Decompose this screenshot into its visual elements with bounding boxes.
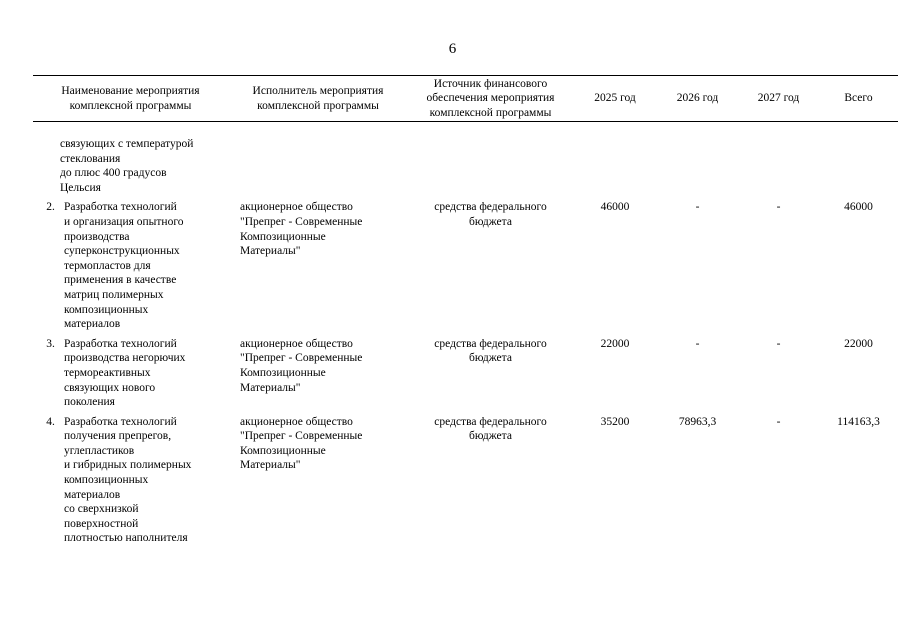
row-2025: 22000 [600, 337, 630, 350]
row-total: 46000 [844, 201, 873, 214]
row-2026: 78963,3 [678, 415, 717, 428]
row-number: 4. [46, 415, 55, 428]
header-2026: 2026 год [657, 76, 738, 122]
row-2027: - [776, 415, 781, 428]
row-executor: акционерное общество "Препрег - Современные Композиционные Материалы" [240, 201, 363, 258]
row-2026: - [695, 201, 700, 214]
table-row [33, 200, 898, 336]
row-number: 3. [46, 337, 55, 350]
table-header [33, 76, 898, 122]
row-name: Разработка технологий получения препрегов, углепластиков и гибридных полимерных композиционных материалов со сверхнизкой поверхностной плотностью наполнителя [64, 415, 192, 545]
header-total: Всего [819, 76, 898, 122]
row-executor: акционерное общество "Препрег - Современные Композиционные Материалы" [240, 337, 363, 394]
table-row [33, 415, 898, 551]
header-executor: Исполнитель мероприятия комплексной программы [228, 76, 408, 122]
row-source: средства федерального бюджета [434, 415, 547, 443]
header-2025: 2025 год [573, 76, 657, 122]
row-total: 114163,3 [837, 415, 880, 428]
row-name: Разработка технологий производства негорючих термореактивных связующих нового поколения [64, 337, 186, 409]
row-2027: - [776, 337, 781, 350]
table-row [33, 337, 898, 415]
row-2025: 35200 [600, 415, 630, 428]
row-total: 22000 [844, 337, 873, 350]
row-source: средства федерального бюджета [434, 201, 547, 228]
row-2025: 46000 [600, 201, 630, 214]
page-number: 6 [448, 41, 457, 57]
row-executor: акционерное общество "Препрег - Современные Композиционные Материалы" [240, 415, 363, 472]
header-name: Наименование мероприятия комплексной программы [33, 76, 228, 122]
header-2027: 2027 год [738, 76, 819, 122]
header-source: Источник финансового обеспечения мероприятия комплексной программы [408, 76, 573, 122]
program-table [33, 75, 898, 551]
table-row-continuation [33, 122, 898, 201]
row-number: 2. [46, 201, 55, 214]
row-2027: - [776, 201, 781, 214]
row-2026: - [695, 337, 700, 350]
continuation-name: связующих с температурой стеклования до плюс 400 градусов Цельсия [60, 138, 194, 194]
row-name: Разработка технологий и организация опытного производства суперконструкционных термопластов для применения в качестве матриц полимерных композиционных материалов [64, 201, 184, 331]
row-source: средства федерального бюджета [434, 337, 547, 365]
